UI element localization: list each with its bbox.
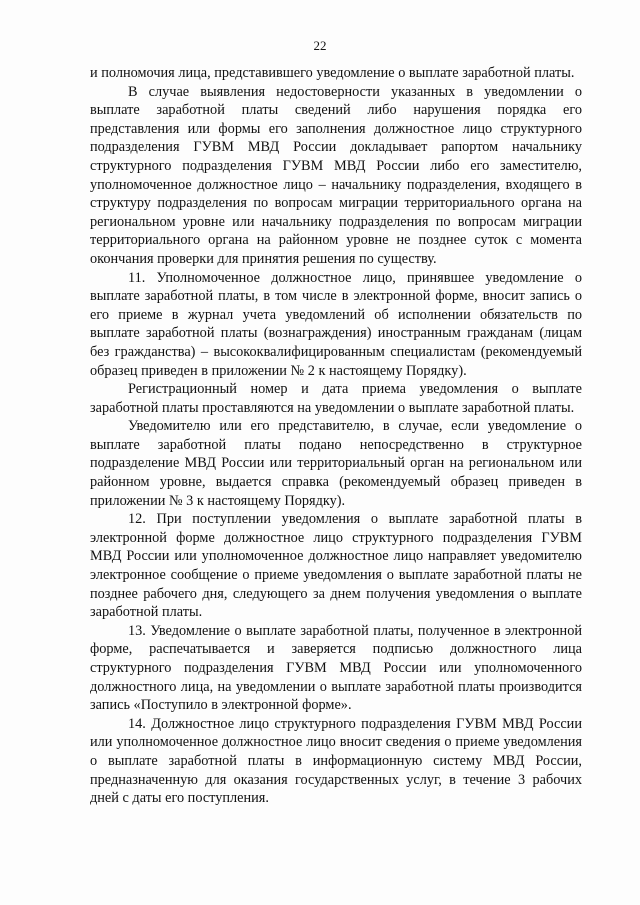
paragraph-13: 13. Уведомление о выплате заработной платы, полученное в электронной форме, распечатывается и заверяется подписью должностного лица структурного подразделения ГУВМ МВД России или уполномоченного должностного лица, на уведомлении о выплате заработной платы производится запись «Поступило в электронной форме».	[90, 622, 582, 714]
page-number: 22	[313, 38, 327, 53]
paragraph-inaccuracy: В случае выявления недостоверности указанных в уведомлении о выплате заработной платы сведений либо нарушения порядка его представления или формы его заполнения должностное лицо структурного подразделения ГУВМ МВД России докладывает рапортом начальнику структурного подразделения ГУВМ МВД России либо его заместителю, уполномоченное должностное лицо – начальнику подразделения, входящего в структуру подразделения по вопросам миграции территориального органа на региональном уровне или начальнику подразделения по вопросам миграции территориального органа на районном уровне не позднее суток с момента окончания проверки для принятия решения по существу.	[90, 83, 582, 267]
paragraph-registration: Регистрационный номер и дата приема уведомления о выплате заработной платы проставляются на уведомлении о выплате заработной платы.	[90, 381, 582, 416]
paragraph-continuation: и полномочия лица, представившего уведомление о выплате заработной платы.	[90, 65, 575, 81]
document-body	[90, 64, 582, 808]
paragraph-14: 14. Должностное лицо структурного подразделения ГУВМ МВД России или уполномоченное должностное лицо вносит сведения о приеме уведомления о выплате заработной платы в информационную систему МВД России, предназначенную для оказания государственных услуг, в течение 3 рабочих дней с даты его поступления.	[90, 715, 582, 807]
paragraph-certificate: Уведомителю или его представителю, в случае, если уведомление о выплате заработной платы подано непосредственно в структурное подразделение МВД России или территориальный орган на региональном или районном уровне, выдается справка (рекомендуемый образец приведен в приложении № 3 к настоящему Порядку).	[90, 418, 582, 509]
paragraph-12: 12. При поступлении уведомления о выплате заработной платы в электронной форме должностное лицо структурного подразделения ГУВМ МВД России или уполномоченное должностное лицо направляет уведомителю электронное сообщение о приеме уведомления о выплате заработной платы не позднее рабочего дня, следующего за днем получения уведомления о выплате заработной платы.	[90, 511, 582, 621]
paragraph-11: 11. Уполномоченное должностное лицо, принявшее уведомление о выплате заработной платы, в том числе в электронной форме, вносит запись о его приеме в журнал учета уведомлений об исполнении обязательств по выплате заработной платы (вознаграждения) иностранным гражданам (лицам без гражданства) – высококвалифицированным специалистам (рекомендуемый образец приведен в приложении № 2 к настоящему Порядку).	[90, 269, 582, 379]
